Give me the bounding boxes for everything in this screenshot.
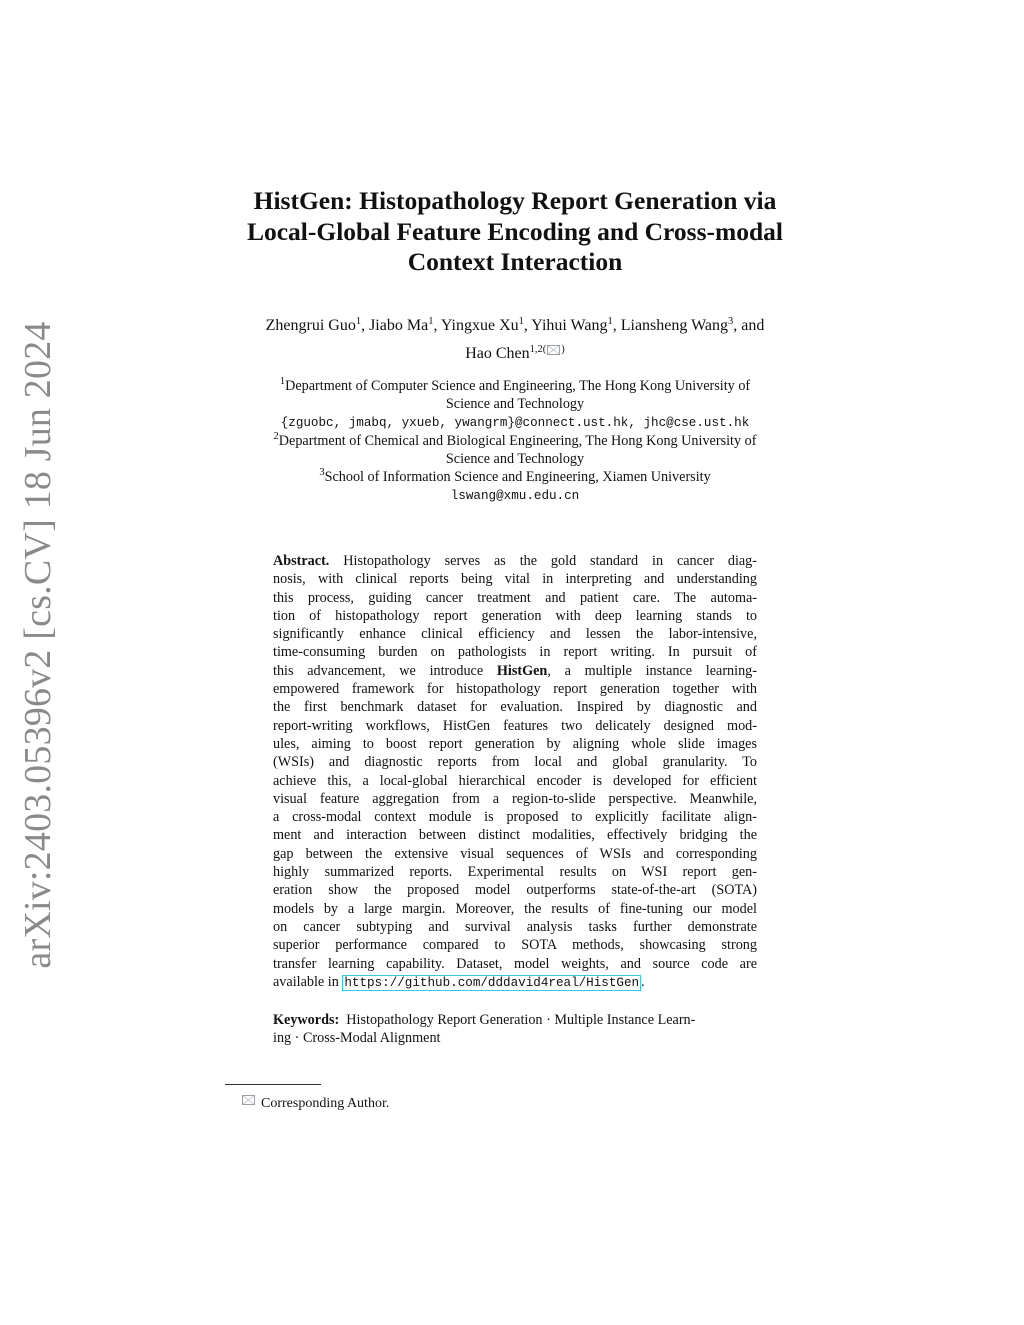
abstract-line	[273, 552, 757, 570]
abstract-emphasis: HistGen	[496, 662, 548, 679]
abstract-line: empowered framework for histopathology report generation together with	[273, 681, 757, 698]
abstract-line: visual feature aggregation from a region-to-slide perspective. Meanwhile,	[273, 790, 757, 807]
keywords-label: Keywords:	[273, 1012, 340, 1028]
title-line: HistGen: Histopathology Report Generation via	[253, 186, 777, 215]
title-line: Local-Global Feature Encoding and Cross-modal	[246, 216, 784, 246]
author-name: Jiabo Ma	[369, 317, 429, 334]
keywords	[273, 1011, 765, 1048]
affiliation-line	[220, 468, 810, 486]
affiliation-line: Science and Technology	[445, 396, 585, 413]
keywords-text: Histopathology Report Generation · Multiple Instance Learn-	[346, 1012, 696, 1028]
abstract-line: significantly enhance clinical efficiency and lessen the labor-intensive,	[273, 626, 757, 643]
author-affiliation-mark: 1	[518, 316, 524, 327]
affiliation-mark: 2	[273, 430, 279, 442]
footnote	[241, 1095, 389, 1113]
abstract-line: superior performance compared to SOTA methods, showcasing strong	[273, 937, 757, 954]
abstract-text: Histopathology serves as the gold standard in cancer diag-	[343, 553, 758, 569]
abstract-label: Abstract.	[273, 553, 330, 569]
author-affiliation-mark: 1,2(	[529, 344, 547, 355]
abstract-line: a cross-modal context module is proposed to explicitly facilitate align-	[273, 809, 757, 826]
affiliation-mark: 1	[279, 376, 286, 387]
abstract-line: ules, aiming to boost report generation by aligning whole slide images	[273, 735, 757, 752]
author-name: Hao Chen	[465, 345, 530, 362]
affiliation-line	[220, 432, 810, 450]
abstract-line: (WSIs) and diagnostic reports from local and global granularity. To	[273, 754, 757, 771]
arxiv-identifier-stamp: arXiv:2403.05396v2 [cs.CV] 18 Jun 2024	[17, 321, 59, 969]
keywords-line	[273, 1011, 765, 1029]
envelope-icon	[547, 345, 560, 355]
abstract-line: report-writing workflows, HistGen features two delicately designed mod-	[273, 717, 757, 734]
affiliation-line	[220, 377, 810, 395]
keywords-line: ing · Cross-Modal Alignment	[273, 1030, 441, 1047]
author-separator: ,	[361, 317, 370, 334]
affiliation-text: Department of Computer Science and Engineering, The Hong Kong University of	[285, 378, 751, 394]
abstract-line: models by a large margin. Moreover, the results of fine-tuning our model	[273, 900, 757, 917]
abstract-line: the first benchmark dataset for evaluation. Inspired by diagnostic and	[273, 699, 757, 716]
affiliation-email: lswang@xmu.edu.cn	[450, 488, 580, 503]
author-name: Yihui Wang	[531, 317, 608, 334]
affiliation-text: School of Information Science and Engineering, Xiamen University	[324, 469, 711, 486]
abstract-line: on cancer subtyping and survival analysis tasks further demonstrate	[273, 918, 757, 935]
author-affiliation-mark: 1	[607, 316, 613, 327]
abstract-text: available in	[273, 973, 339, 990]
affiliation-line: Science and Technology	[445, 451, 585, 468]
abstract-line: tion of histopathology report generation with deep learning stands to	[273, 607, 757, 624]
abstract-line	[273, 973, 757, 992]
envelope-icon	[242, 1095, 255, 1105]
affiliation-email: {zguobc, jmabq, yxueb, ywangrm}@connect.ust.hk, jhc@cse.ust.hk	[280, 415, 750, 430]
abstract-text: , a multiple instance learning-	[547, 662, 758, 679]
author-line	[200, 312, 830, 340]
abstract-line: ment and interaction between distinct modalities, effectively bridging the	[273, 827, 757, 844]
abstract-line: eration show the proposed model outperforms state-of-the-art (SOTA)	[273, 882, 757, 899]
author-name: Zhengrui Guo	[265, 317, 356, 334]
abstract-line	[273, 662, 757, 680]
abstract-line: this process, guiding cancer treatment and patient care. The automa-	[273, 589, 757, 606]
author-name: Liansheng Wang	[620, 317, 729, 334]
paper-title	[180, 186, 850, 278]
affiliation-mark: 3	[319, 467, 325, 479]
author-separator: ,	[433, 317, 441, 334]
affiliations	[220, 377, 810, 505]
author-separator: ,	[612, 317, 621, 334]
author-affiliation-mark-close: )	[561, 344, 565, 355]
author-separator: ,	[523, 317, 532, 334]
author-affiliation-mark: 1	[355, 316, 362, 327]
abstract-line: time-consuming burden on pathologists in report writing. In pursuit of	[273, 644, 757, 661]
abstract-line: gap between the extensive visual sequences of WSIs and corresponding	[273, 845, 757, 862]
abstract-line: transfer learning capability. Dataset, model weights, and source code are	[273, 955, 757, 972]
abstract-line: nosis, with clinical reports being vital in interpreting and understanding	[273, 571, 757, 588]
abstract	[273, 552, 757, 992]
footnote-text: Corresponding Author.	[261, 1096, 390, 1111]
author-list	[200, 312, 830, 368]
github-repo-link[interactable]: https://github.com/dddavid4real/HistGen	[344, 975, 640, 990]
abstract-line: achieve this, a local-global hierarchical encoder is developed for efficient	[273, 772, 757, 789]
abstract-line: highly summarized reports. Experimental results on WSI report gen-	[273, 864, 757, 881]
abstract-text: this advancement, we introduce	[273, 662, 484, 679]
author-name: Yingxue Xu	[440, 317, 519, 334]
author-affiliation-mark: 1	[428, 316, 434, 327]
author-affiliation-mark: 3	[728, 316, 734, 327]
title-line: Context Interaction	[407, 247, 623, 276]
footnote-divider	[225, 1084, 321, 1085]
author-line	[200, 340, 830, 368]
affiliation-text: Department of Chemical and Biological Engineering, The Hong Kong University of	[278, 432, 757, 449]
author-affiliation-mark	[530, 344, 565, 355]
abstract-text: .	[641, 973, 645, 990]
author-conjunction: , and	[733, 317, 765, 334]
